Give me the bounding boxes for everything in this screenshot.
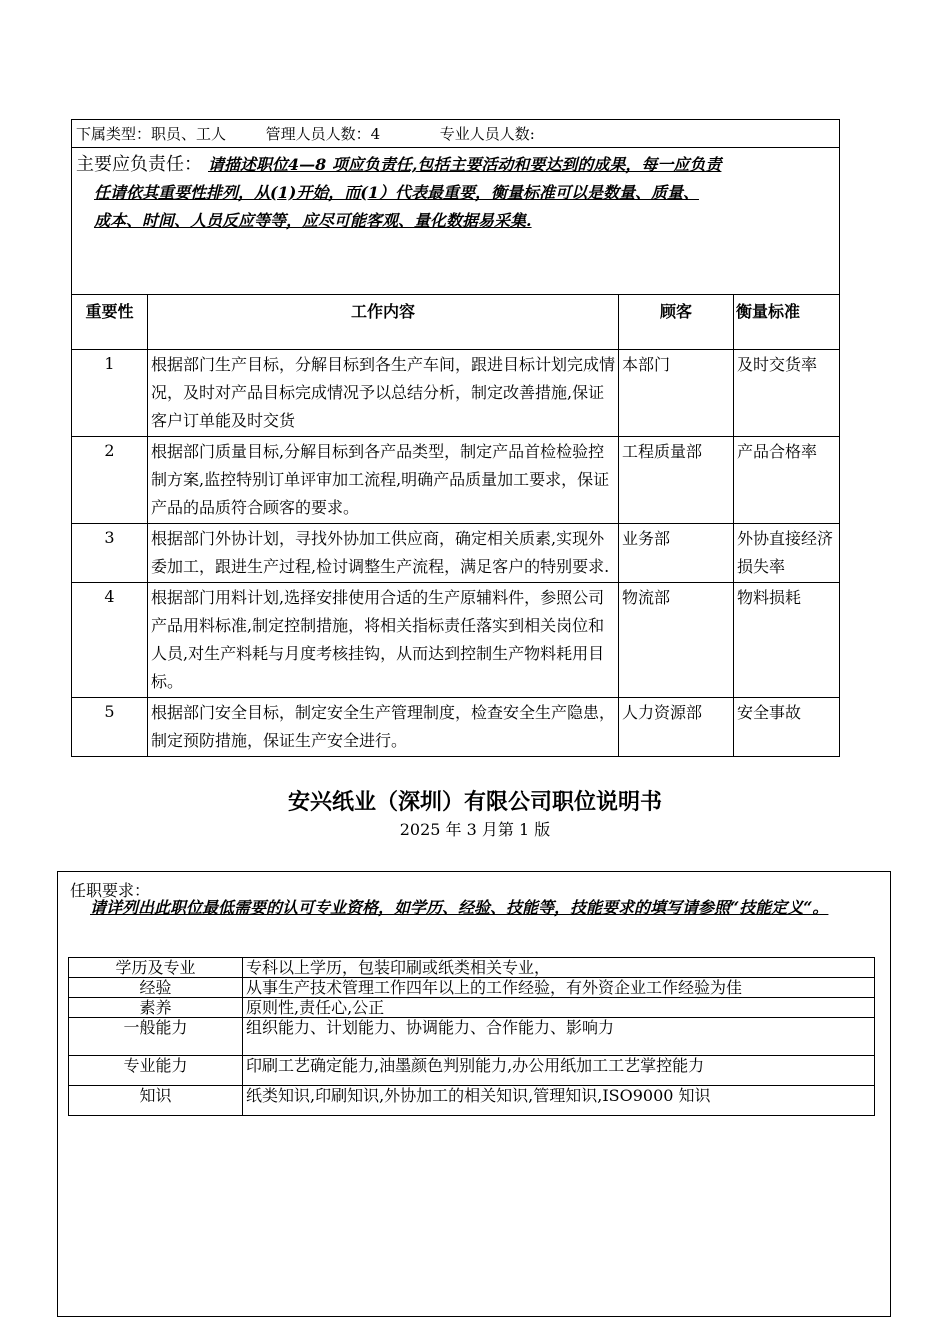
row-measure: 安全事故	[734, 698, 840, 757]
requirement-value: 纸类知识,印刷知识,外协加工的相关知识,管理知识,ISO9000 知识	[243, 1086, 875, 1116]
row-customer: 本部门	[619, 350, 734, 437]
row-rank: 4	[72, 583, 148, 698]
row-content: 根据部门用料计划,选择安排使用合适的生产原辅料件，参照公司产品用料标准,制定控制措施，将相关指标责任落实到相关岗位和人员,对生产料耗与月度考核挂钩，从而达到控制生产物料耗用目标。	[148, 583, 619, 698]
document-version: 2025 年 3 月第 1 版	[399, 820, 551, 839]
requirement-value: 印刷工艺确定能力,油墨颜色判别能力,办公用纸加工工艺掌控能力	[243, 1056, 875, 1086]
header-importance: 重要性	[72, 295, 148, 350]
management-count: 管理人员人数：4	[265, 125, 381, 143]
requirement-key: 学历及专业	[69, 958, 243, 978]
requirements-label: 任职要求：	[70, 881, 151, 900]
requirement-key: 专业能力	[69, 1056, 243, 1086]
row-customer: 人力资源部	[619, 698, 734, 757]
requirement-key: 素养	[69, 998, 243, 1018]
row-rank: 2	[72, 437, 148, 524]
header-content: 工作内容	[148, 295, 619, 350]
row-rank: 1	[72, 350, 148, 437]
row-content: 根据部门质量目标,分解目标到各产品类型，制定产品首检检验控制方案,监控特别订单评审加工流程,明确产品质量加工要求，保证产品的品质符合顾客的要求。	[148, 437, 619, 524]
row-customer: 业务部	[619, 524, 734, 583]
table-row	[72, 437, 840, 524]
requirement-key: 知识	[69, 1086, 243, 1116]
table-row	[69, 958, 875, 978]
responsibility-instruction-1: 请描述职位4—8 项应负责任,包括主要活动和要达到的成果，每一应负责	[208, 155, 722, 174]
table-row	[72, 583, 840, 698]
responsibility-instruction-3: 成本、时间、人员反应等等，应尽可能客观、量化数据易采集.	[94, 211, 532, 230]
requirements-box	[57, 871, 891, 1317]
header-measure: 衡量标准	[734, 295, 840, 350]
row-measure: 产品合格率	[734, 437, 840, 524]
row-rank: 3	[72, 524, 148, 583]
responsibility-row	[72, 148, 840, 295]
row-customer: 工程质量部	[619, 437, 734, 524]
row-measure: 物料损耗	[734, 583, 840, 698]
table-row	[72, 698, 840, 757]
duty-header-row	[72, 295, 840, 350]
row-rank: 5	[72, 698, 148, 757]
table-row	[72, 524, 840, 583]
row-customer: 物流部	[619, 583, 734, 698]
subordinate-row	[72, 120, 840, 148]
table-row	[69, 1018, 875, 1056]
responsibility-cell	[72, 148, 840, 295]
requirements-table	[68, 957, 875, 1116]
table-row	[69, 1086, 875, 1116]
header-customer: 顾客	[619, 295, 734, 350]
professional-count: 专业人员人数:	[439, 125, 535, 143]
table-row	[69, 978, 875, 998]
document-title: 安兴纸业（深圳）有限公司职位说明书	[287, 790, 662, 815]
row-content: 根据部门安全目标，制定安全生产管理制度，检查安全生产隐患，制定预防措施，保证生产安全进行。	[148, 698, 619, 757]
requirement-value: 专科以上学历，包装印刷或纸类相关专业，	[243, 958, 875, 978]
row-measure: 外协直接经济损失率	[734, 524, 840, 583]
requirement-key: 一般能力	[69, 1018, 243, 1056]
subordinate-cell	[72, 120, 840, 148]
requirement-key: 经验	[69, 978, 243, 998]
table-row	[69, 1056, 875, 1086]
requirement-value: 从事生产技术管理工作四年以上的工作经验，有外资企业工作经验为佳	[243, 978, 875, 998]
subordinate-type: 下属类型：职员、工人	[76, 125, 227, 143]
requirements-instruction: 请详列出此职位最低需要的认可专业资格，如学历、经验、技能等，技能要求的填写请参照“技能定义“。	[90, 898, 829, 917]
responsibility-instruction-2: 任请依其重要性排列，从(1)开始，而(1）代表最重要，衡量标准可以是数量、质量、	[94, 183, 699, 202]
row-content: 根据部门生产目标，分解目标到各生产车间，跟进目标计划完成情况，及时对产品目标完成情况予以总结分析，制定改善措施,保证客户订单能及时交货	[148, 350, 619, 437]
responsibility-label: 主要应负责任：	[76, 154, 202, 175]
row-content: 根据部门外协计划，寻找外协加工供应商，确定相关质素,实现外委加工，跟进生产过程,检讨调整生产流程，满足客户的特别要求.	[148, 524, 619, 583]
duty-table	[71, 119, 840, 757]
table-row	[69, 998, 875, 1018]
requirement-value: 组织能力、计划能力、协调能力、合作能力、影响力	[243, 1018, 875, 1056]
table-row	[72, 350, 840, 437]
requirement-value: 原则性,责任心,公正	[243, 998, 875, 1018]
row-measure: 及时交货率	[734, 350, 840, 437]
